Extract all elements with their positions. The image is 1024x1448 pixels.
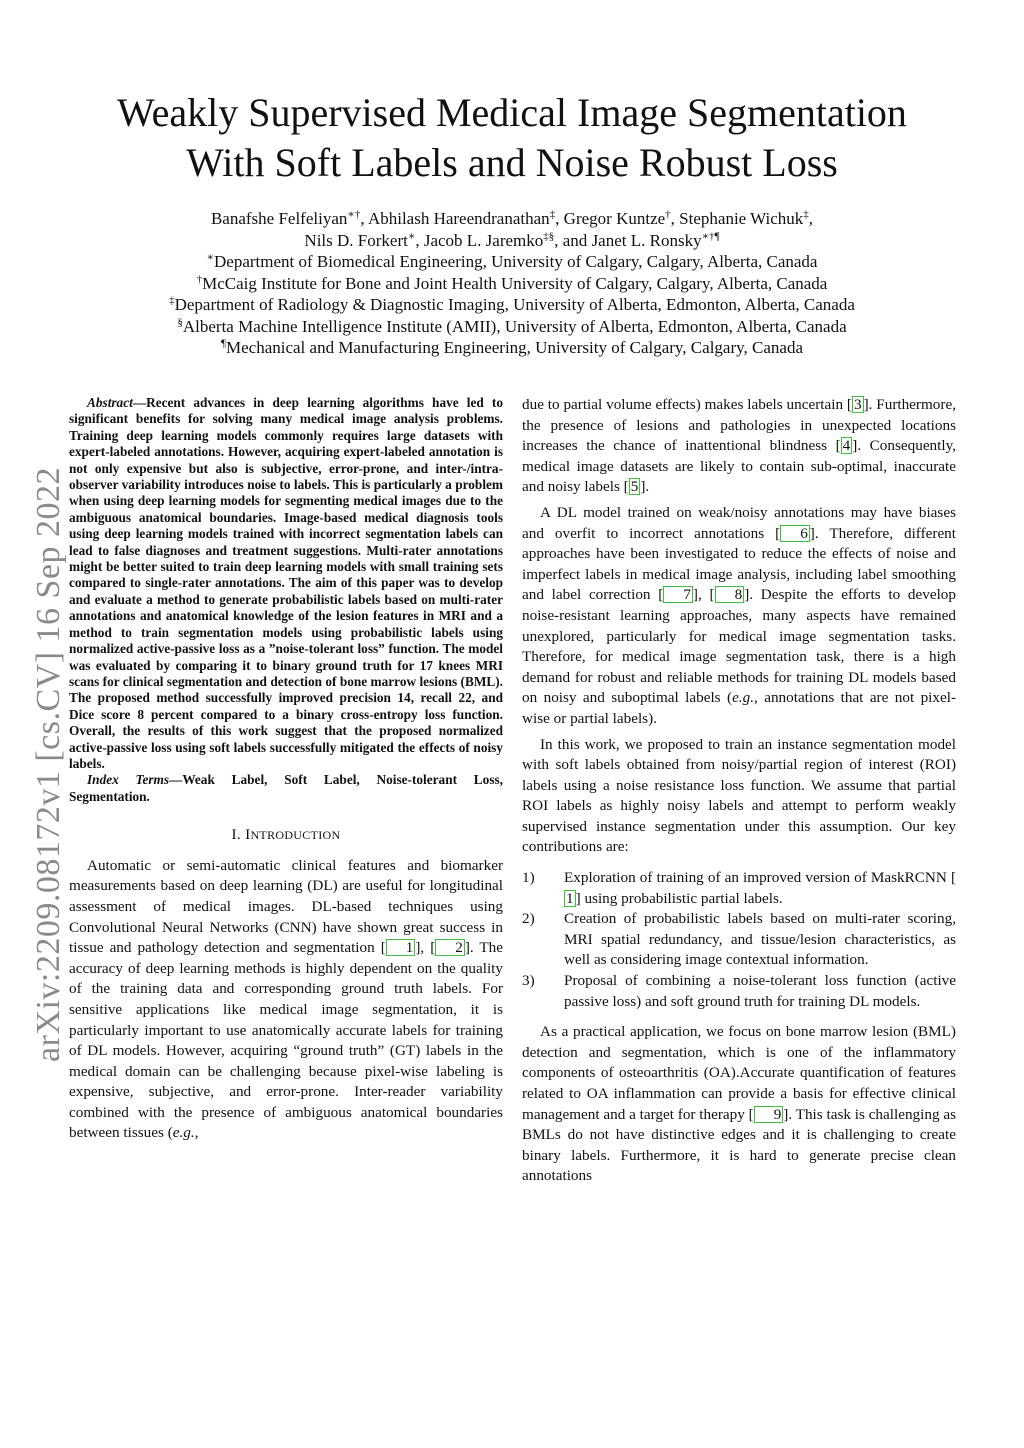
body-paragraph: A DL model trained on weak/noisy annotations may have biases and overfit to incorrect annotations [ 6 ]. Therefore, different approaches have been investigated to reduce the effects of noise and imperfect labels in medical image analysis, including label smoothing and label correction [ 7 ], [ 8 ]. Despite the efforts to develop noise-resistant learning approaches, many aspects have remained unexplored, particularly for medical image segmentation tasks. Therefore, for medical image segmentation task, there is a high demand for robust and reliable methods for training DL models based on noisy and suboptimal labels (e.g., annotations that are not pixel-wise or partial labels). <box>522 503 957 727</box>
list-number: 1) <box>522 869 535 887</box>
list-number: 3) <box>522 972 535 990</box>
author-conjunction: and <box>562 230 588 250</box>
list-item: 3) Proposal of combining a noise-tolerant loss function (active passive loss) and soft ground truth for training DL models. <box>522 971 956 1012</box>
citation-link[interactable]: 8 <box>715 586 745 603</box>
citation-link[interactable]: 2 <box>435 939 465 956</box>
list-number: 2) <box>522 910 535 928</box>
index-terms-label: Index Terms <box>87 772 170 788</box>
body-paragraph: due to partial volume effects) makes labels uncertain [ 3 ]. Furthermore, the presence of lesions and pathologies in unexpected locations increases the chance of inattentional blindness [ 4 ]. Consequently, medical image datasets are likely to contain sub-optimal, inaccurate and noisy labels [ 5 ]. <box>522 396 956 496</box>
citation-link[interactable]: 1 <box>386 939 416 956</box>
author-list: Banafshe Felfeliyan∗†, Abhilash Hareendranathan‡, Gregor Kuntze†, Stephanie Wichuk‡, Nils D. Forkert∗, Jacob L. Jaremko‡§, and Janet L. Ronsky∗†¶ <box>210 208 814 250</box>
author-mark: † <box>665 208 671 221</box>
affiliation: ∗Department of Biomedical Engineering, University of Calgary, Calgary, Alberta, Canada <box>206 251 818 271</box>
intro-paragraph: Automatic or semi-automatic clinical features and biomarker measurements based on deep learning (DL) are useful for longitudinal assessment of medical images. DL-based techniques using Convolutional Neural Networks (CNN) have shown great success in tissue and pathology detection and segmentation [ 1 ], [ 2 ]. The accuracy of deep learning methods is highly dependent on the quality of the training data and corresponding ground truth labels. For sensitive applications like medical image segmentation, it is particularly important to use anatomically accurate labels for training of DL models. However, acquiring “ground truth” (GT) labels in the medical domain can be challenging because pixel-wise labeling is expensive, subjective, and error-prone. Inter-reader variability combined with the presence of ambiguous anatomical boundaries between tissues (e.g., <box>69 856 504 1142</box>
citation-link[interactable]: 4 <box>842 437 851 455</box>
citation-link[interactable]: 7 <box>663 586 693 603</box>
affiliation: †McCaig Institute for Bone and Joint Health University of Calgary, Calgary, Alberta, Canada <box>196 272 828 293</box>
contribution-list <box>522 868 956 1012</box>
author-mark: ∗†¶ <box>701 229 720 242</box>
abstract-label: Abstract <box>87 395 133 410</box>
affiliation-mark: ‡ <box>169 294 175 307</box>
citation-link[interactable]: 9 <box>754 1106 784 1123</box>
title-line-2: With Soft Labels and Noise Robust Loss <box>186 140 838 185</box>
author-mark: ‡§ <box>543 229 555 242</box>
index-terms <box>69 772 503 805</box>
list-item: 2) Creation of probabilistic labels based on multi-rater scoring, MRI spatial redundancy, and tissue/lesion characteristics, as well as considering image contextual information. <box>522 909 956 971</box>
author-mark: ∗ <box>407 229 416 242</box>
section-heading-introduction: I. INTRODUCTION <box>231 826 341 844</box>
affiliation-mark: § <box>177 315 183 328</box>
abstract-text: —Recent advances in deep learning algorithms have led to significant benefits for solving many medical image analysis problems. Training deep learning models commonly requires large datasets with expert-labeled annotations. However, acquiring expert-labeled annotation is not only expensive but also is subjective, error-prone, and inter-/intra- observer variability introduces noise to labels. This is particularly a problem when using deep learning models for segmenting medical images due to the ambiguous anatomical boundaries. Image-based medical diagnosis tools using deep learning models trained with incorrect segmentation labels can lead to false diagnoses and treatment suggestions. Multi-rater annotations might be better suited to train deep learning models with small training sets compared to single-rater annotations. The aim of this paper was to develop and evaluate a method to generate probabilistic labels based on multi-rater annotations and anatomical knowledge of the lesion features in MRI and a method to train segmentation models using probabilistic labels using normalized active-passive loss as a ”noise-tolerant loss” function. The model was evaluated by comparing it to binary ground truth for 17 knees MRI scans for clinical segmentation and detection of bone marrow lesions (BML). The proposed method successfully improved precision 14, recall 22, and Dice score 8 percent compared to a binary cross-entropy loss function. Overall, the results of this work suggest that the proposed normalized active-passive loss using soft labels successfully mitigated the effects of noisy labels. <box>69 395 503 771</box>
paper-title <box>60 88 964 188</box>
author-mark: ∗† <box>347 208 361 221</box>
affiliation: ‡Department of Radiology & Diagnostic Imaging, University of Alberta, Edmonton, Alberta, Canada <box>169 294 855 314</box>
author-mark: ‡ <box>803 208 809 221</box>
citation-link[interactable]: 6 <box>780 525 810 542</box>
affiliation-mark: ∗ <box>206 251 214 264</box>
index-terms-text: —Weak Label, Soft Label, Noise-tolerant Loss, Segmentation. <box>69 772 503 804</box>
citation-link[interactable]: 3 <box>853 396 862 413</box>
arxiv-watermark: arXiv:2209.08172v1 [cs.CV] 16 Sep 2022 <box>30 466 67 1062</box>
affiliation-mark: ¶ <box>221 337 226 350</box>
author-name: Gregor Kuntze <box>563 209 666 228</box>
author-mark: ‡ <box>549 208 556 221</box>
affiliation: §Alberta Machine Intelligence Institute (AMII), University of Alberta, Edmonton, Alberta, Canada <box>177 315 847 336</box>
author-name: Abhilash Hareendranathan <box>367 209 550 228</box>
left-column <box>69 395 503 1144</box>
author-name: Jacob L. Jaremko <box>423 230 544 250</box>
list-item: 1) Exploration of training of an improved version of MaskRCNN [1 ] using probabilistic partial labels. <box>522 868 956 909</box>
citation-link[interactable]: 5 <box>630 478 639 496</box>
author-name: Nils D. Forkert <box>304 230 408 250</box>
title-line-1: Weakly Supervised Medical Image Segmentation <box>117 90 907 135</box>
citation-link[interactable]: 1 <box>566 889 574 907</box>
affiliation-mark: † <box>196 272 203 285</box>
author-block <box>90 208 934 359</box>
abstract <box>69 395 503 772</box>
body-paragraph: As a practical application, we focus on bone marrow lesion (BML) detection and segmentation, which is one of the inflammatory components of osteoarthritis (OA).Accurate quantification of features related to OA inflammation can provide a basis for effective clinical management and a target for therapy [ 9 ]. This task is challenging as BMLs do not have distinctive edges and it is challenging to create binary labels. Furthermore, it is hard to generate precise clean annotations <box>522 1023 956 1185</box>
author-name: Banafshe Felfeliyan <box>210 209 348 228</box>
author-name: Janet L. Ronsky <box>591 230 702 250</box>
affiliation: ¶Mechanical and Manufacturing Engineering, University of Calgary, Calgary, Canada <box>221 337 803 357</box>
author-name: Stephanie Wichuk <box>679 209 804 228</box>
body-paragraph: In this work, we proposed to train an instance segmentation model with soft labels obtained from noisy/partial region of interest (ROI) labels using a noise resistance loss function. We assume that partial ROI labels as highly noisy labels and attempt to perform weakly supervised instance segmentation under this assumption. Our key contributions are: <box>522 735 956 856</box>
right-column <box>522 395 956 1187</box>
